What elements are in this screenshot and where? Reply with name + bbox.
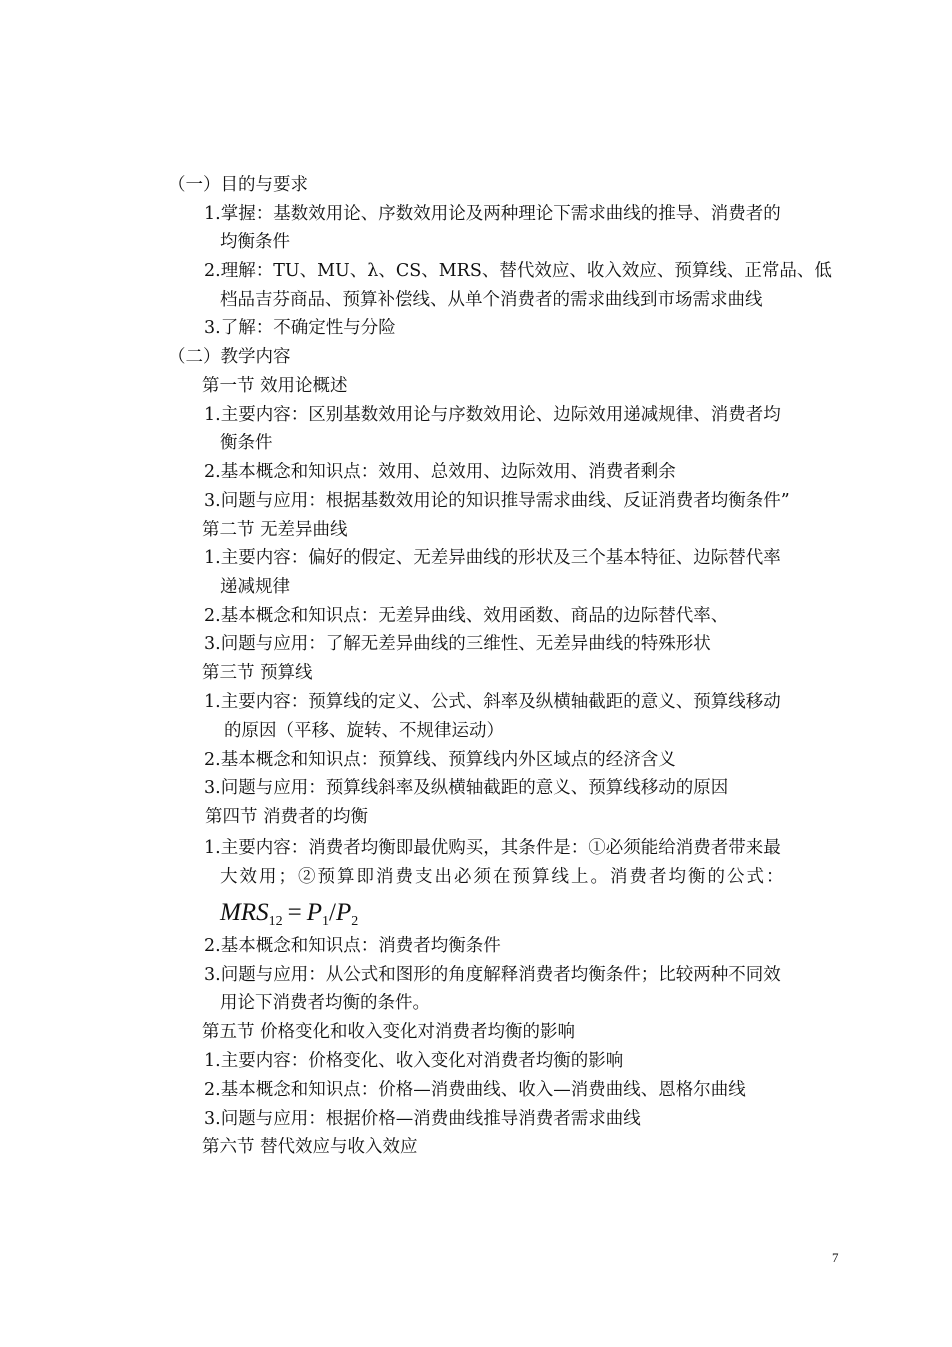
- chapter-title-6: 第六节 替代效应与收入效应: [202, 1137, 418, 1157]
- formula-p1-subscript: 1: [322, 914, 329, 929]
- formula-p2: P: [335, 899, 352, 926]
- formula-mrs-subscript: 12: [268, 914, 283, 929]
- formula-p2-subscript: 2: [351, 914, 359, 929]
- objective-line: 3.了解：不确定性与分险: [204, 318, 396, 338]
- objective-line: 1.掌握：基数效用论、序数效用论及两种理论下需求曲线的推导、消费者的: [204, 204, 781, 224]
- formula-equals: =: [287, 899, 302, 926]
- chapter-title-4: 第四节 消费者的均衡: [205, 807, 369, 827]
- chapter-title-5: 第五节 价格变化和收入变化对消费者均衡的影响: [202, 1022, 576, 1042]
- content-line: 3.问题与应用：了解无差异曲线的三维性、无差异曲线的特殊形状: [204, 634, 711, 654]
- content-line: 2.基本概念和知识点：预算线、预算线内外区域点的经济含义: [204, 750, 676, 770]
- objective-line: 档品吉芬商品、预算补偿线、从单个消费者的需求曲线到市场需求曲线: [220, 290, 763, 310]
- content-line: 衡条件: [220, 433, 273, 453]
- chapter-title-1: 第一节 效用论概述: [202, 376, 348, 396]
- content-line: 用论下消费者均衡的条件。: [220, 993, 430, 1013]
- content-line: 递减规律: [220, 577, 290, 597]
- content-line: 3.问题与应用：根据价格—消费曲线推导消费者需求曲线: [204, 1109, 641, 1129]
- content-line: 3.问题与应用：从公式和图形的角度解释消费者均衡条件；比较两种不同效: [204, 965, 781, 985]
- page-number: 7: [832, 1250, 839, 1265]
- content-line: 大效用；②预算即消费支出必须在预算线上。消费者均衡的公式：: [220, 867, 786, 887]
- content-line: 1.主要内容：区别基数效用论与序数效用论、边际效用递减规律、消费者均: [204, 405, 781, 425]
- content-line: 1.主要内容：预算线的定义、公式、斜率及纵横轴截距的意义、预算线移动: [204, 692, 781, 712]
- content-line: 1.主要内容：偏好的假定、无差异曲线的形状及三个基本特征、边际替代率: [204, 548, 781, 568]
- chapter-title-2: 第二节 无差异曲线: [202, 520, 348, 540]
- content-line: 2.基本概念和知识点：无差异曲线、效用函数、商品的边际替代率、: [204, 606, 729, 626]
- formula-slash: /: [329, 899, 336, 926]
- formula-p1: P: [306, 899, 322, 926]
- objective-line: 均衡条件: [220, 232, 290, 252]
- formula-mrs: MRS: [220, 899, 269, 926]
- equilibrium-formula: [220, 898, 358, 937]
- content-line: 3.问题与应用：预算线斜率及纵横轴截距的意义、预算线移动的原因: [204, 778, 729, 798]
- section-heading-content: （二）教学内容: [168, 347, 291, 367]
- content-line: 2.基本概念和知识点：效用、总效用、边际效用、消费者剩余: [204, 462, 676, 482]
- content-line: 2.基本概念和知识点：消费者均衡条件: [204, 936, 501, 956]
- content-line: 的原因（平移、旋转、不规律运动）: [224, 721, 504, 741]
- content-line: 3.问题与应用：根据基数效用论的知识推导需求曲线、反证消费者均衡条件”: [204, 491, 790, 511]
- chapter-title-3: 第三节 预算线: [202, 663, 313, 683]
- content-line: 2.基本概念和知识点：价格—消费曲线、收入—消费曲线、恩格尔曲线: [204, 1080, 746, 1100]
- objective-line: 2.理解：TU、MU、λ、CS、MRS、替代效应、收入效应、预算线、正常品、低: [204, 261, 832, 281]
- content-line: 1.主要内容：价格变化、收入变化对消费者均衡的影响: [204, 1051, 624, 1071]
- content-line: 1.主要内容：消费者均衡即最优购买，其条件是：①必须能给消费者带来最: [204, 838, 781, 858]
- section-heading-objectives: （一）目的与要求: [168, 175, 308, 195]
